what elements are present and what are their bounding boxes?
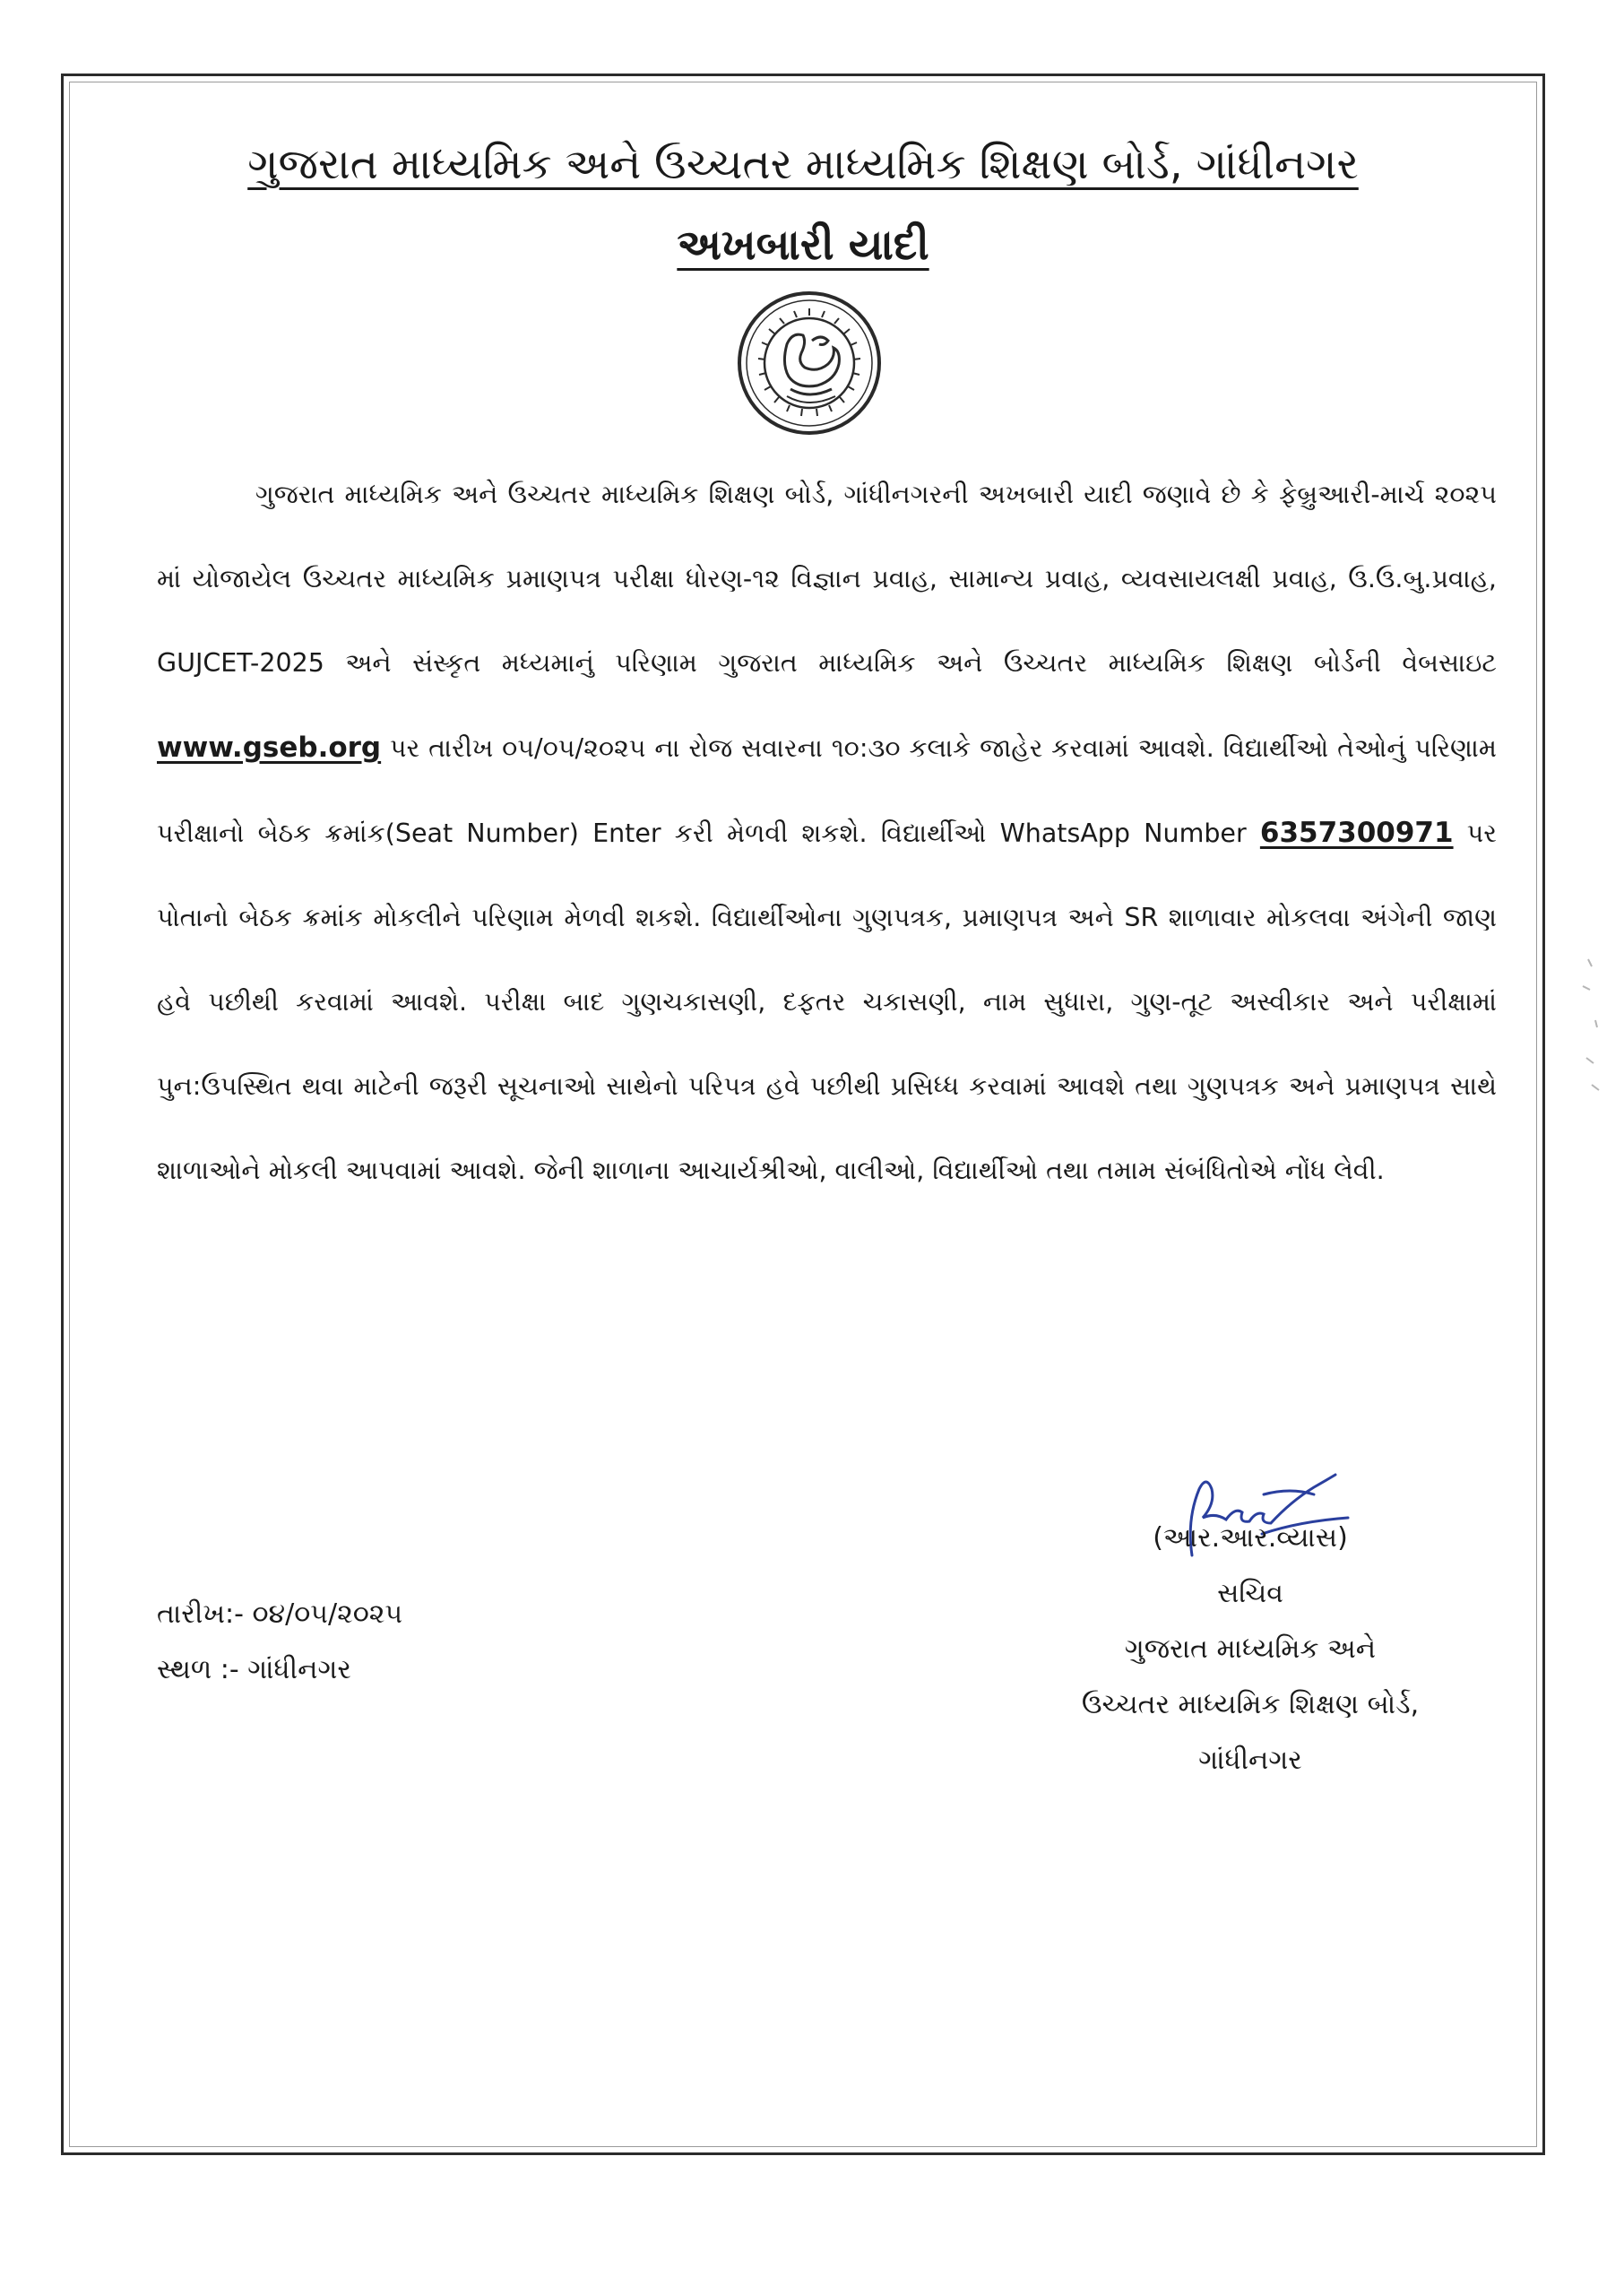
date-place-block	[157, 1587, 623, 1698]
signatory-block	[1044, 1511, 1456, 1788]
body-text-part-1: ગુજરાત માધ્યમિક અને ઉચ્ચતર માધ્યમિક શિક્ષણ બોર્ડ, ગાંધીનગરની અખબારી યાદી જણાવે છે કે ફેબ્રુઆરી-માર્ચ ૨૦૨૫ માં યોજાયેલ ઉચ્ચતર માધ્યમિક પ્રમાણપત્ર પરીક્ષા ધોરણ-૧૨ વિજ્ઞાન પ્રવાહ, સામાન્ય પ્રવાહ, વ્યવસાયલક્ષી પ્રવાહ, ઉ.ઉ.બુ.પ્રવાહ, GUJCET-2025 અને સંસ્કૃત મધ્યમાનું પરિણામ ગુજરાત માધ્યમિક અને ઉચ્ચતર માધ્યમિક શિક્ષણ બોર્ડની વેબસાઇટ	[157, 480, 1497, 678]
release-place: સ્થળ :- ગાંધીનગર	[157, 1654, 351, 1685]
board-title: ગુજરાત માધ્યમિક અને ઉચ્ચતર માધ્યમિક શિક્ષણ બોર્ડ, ગાંધીનગર	[247, 140, 1359, 189]
whatsapp-number[interactable]: 6357300971	[1259, 817, 1454, 849]
signatory-name: (આર.આર.વ્યાસ)	[1153, 1522, 1348, 1554]
signatory-org-line-1: ગુજરાત માધ્યમિક અને	[1124, 1633, 1377, 1665]
scan-edge-marks	[1570, 950, 1606, 1103]
press-release-heading: અખબારી યાદી	[677, 221, 929, 270]
release-date: તારીખ:- ૦૪/૦૫/૨૦૨૫	[157, 1598, 403, 1630]
gseb-seal-icon	[735, 289, 884, 437]
signatory-org-line-3: ગાંધીનગર	[1198, 1745, 1302, 1776]
press-release-body	[157, 453, 1497, 1213]
signatory-designation: સચિવ	[1217, 1578, 1283, 1609]
website-link[interactable]: www.gseb.org	[157, 732, 382, 764]
body-text-part-2: પર તારીખ ૦૫/૦૫/૨૦૨૫ ના રોજ સવારના ૧૦:૩૦ કલાકે જાહેર કરવામાં આવશે. વિદ્યાર્થીઓ તેઓનું પરિણામ પરીક્ષાનો બેઠક ક્રમાંક(Seat Number) Enter કરી મેળવી શકશે. વિદ્યાર્થીઓ WhatsApp Number	[157, 733, 1498, 848]
signatory-org-line-2: ઉચ્ચતર માધ્યમિક શિક્ષણ બોર્ડ,	[1081, 1689, 1420, 1720]
body-text-part-3: પર પોતાનો બેઠક ક્રમાંક મોકલીને પરિણામ મેળવી શકશે. વિદ્યાર્થીઓના ગુણપત્રક, પ્રમાણપત્ર અને SR શાળાવાર મોકલવા અંગેની જાણ હવે પછીથી કરવામાં આવશે. પરીક્ષા બાદ ગુણચકાસણી, દફતર ચકાસણી, નામ સુધારા, ગુણ-તૂટ અસ્વીકાર અને પરીક્ષામાં પુન:ઉપસ્થિત થવા માટેની જરૂરી સૂચનાઓ સાથેનો પરિપત્ર હવે પછીથી પ્રસિધ્ધ કરવામાં આવશે તથા ગુણપત્રક અને પ્રમાણપત્ર સાથે શાળાઓને મોકલી આપવામાં આવશે. જેની શાળાના આચાર્યશ્રીઓ, વાલીઓ, વિદ્યાર્થીઓ તથા તમામ સંબંધિતોએ નોંધ લેવી.	[157, 818, 1498, 1185]
